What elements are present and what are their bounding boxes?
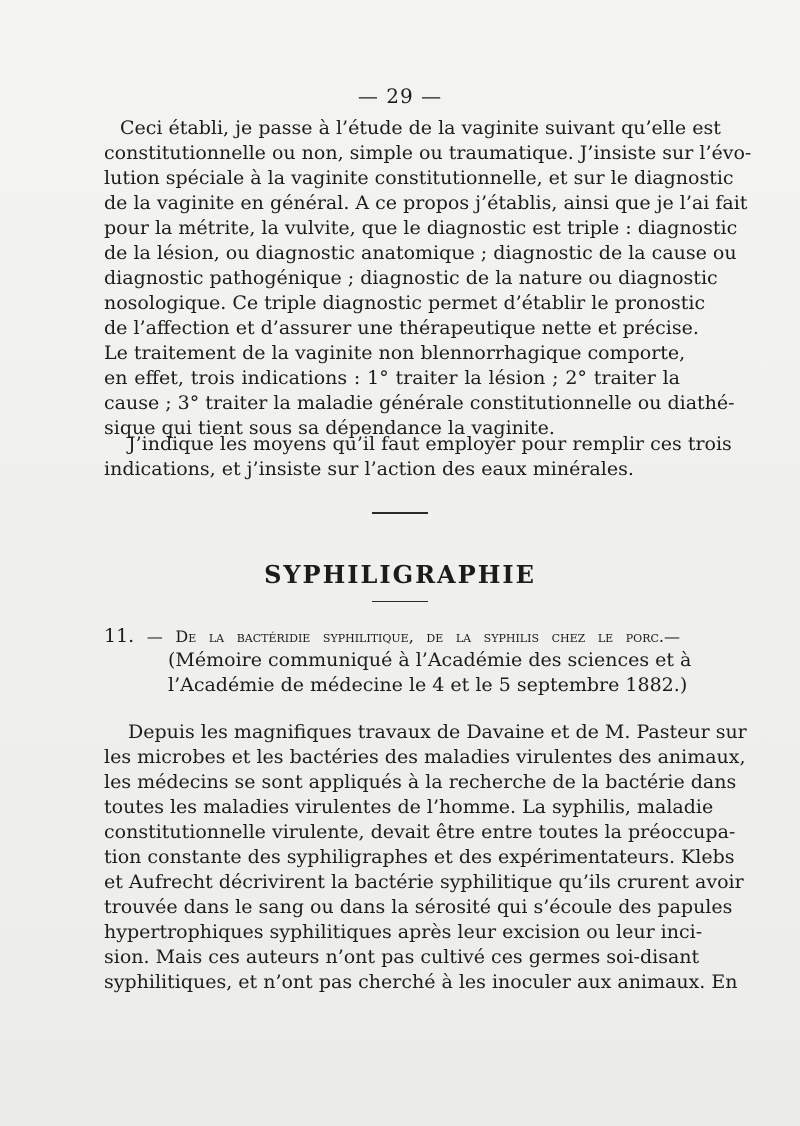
text-line: pour la métrite, la vulvite, que le diagnostic est triple : diagnostic xyxy=(104,217,738,239)
paragraph-indications xyxy=(104,432,732,482)
text-line: de la vaginite en général. A ce propos j’établis, ainsi que je l’ai fait xyxy=(104,192,748,214)
text-line: en effet, trois indications : 1° traiter la lésion ; 2° traiter la xyxy=(104,367,680,389)
text-line: diagnostic pathogénique ; diagnostic de la nature ou diagnostic xyxy=(104,267,718,289)
text-line: (Mémoire communiqué à l’Académie des sciences et à xyxy=(168,649,692,671)
text-line: lution spéciale à la vaginite constitutionnelle, et sur le diagnostic xyxy=(104,167,734,189)
text-line: sique qui tient sous sa dépendance la vaginite. xyxy=(104,417,555,439)
text-line: les médecins se sont appliqués à la recherche de la bactérie dans xyxy=(104,771,737,793)
text-line: les microbes et les bactéries des maladies virulentes des animaux, xyxy=(104,746,746,768)
text-line: constitutionnelle virulente, devait être entre toutes la préoccupa- xyxy=(104,821,736,843)
text-line: sion. Mais ces auteurs n’ont pas cultivé ces germes soi-disant xyxy=(104,946,700,968)
item-title-line xyxy=(104,624,680,649)
memo-citation xyxy=(168,648,692,698)
text-line: et Aufrecht décrivirent la bactérie syphilitique qu’ils crurent avoir xyxy=(104,871,744,893)
separator-rule xyxy=(372,512,428,514)
text-line: de l’affection et d’assurer une thérapeutique nette et précise. xyxy=(104,317,699,339)
text-line: constitutionnelle ou non, simple ou traumatique. J’insiste sur l’évo- xyxy=(104,142,752,164)
text-line: nosologique. Ce triple diagnostic permet d’établir le pronostic xyxy=(104,292,706,314)
item-title: — De la bactéridie syphilitique, de la syphilis chez le porc.— xyxy=(146,627,680,646)
page-number: — 29 — xyxy=(357,84,443,108)
text-line: de la lésion, ou diagnostic anatomique ; diagnostic de la cause ou xyxy=(104,242,737,264)
heading-underline xyxy=(372,601,428,602)
text-line: syphilitiques, et n’ont pas cherché à les inoculer aux animaux. En xyxy=(104,971,738,993)
section-heading: SYPHILIGRAPHIE xyxy=(264,560,536,589)
text-line: Ceci établi, je passe à l’étude de la vaginite suivant qu’elle est xyxy=(120,117,721,139)
item-number: 11. xyxy=(104,625,135,647)
text-line: toutes les maladies virulentes de l’homme. La syphilis, maladie xyxy=(104,796,714,818)
text-line: tion constante des syphiligraphes et des expérimentateurs. Klebs xyxy=(104,846,735,868)
text-line: trouvée dans le sang ou dans la sérosité qui s’écoule des papules xyxy=(104,896,733,918)
paragraph-bacterie xyxy=(104,720,747,995)
paragraph-vaginite xyxy=(104,116,752,441)
text-line: hypertrophiques syphilitiques après leur excision ou leur inci- xyxy=(104,921,703,943)
text-line: indications, et j’insiste sur l’action des eaux minérales. xyxy=(104,458,634,480)
text-line: Depuis les magnifiques travaux de Davaine et de M. Pasteur sur xyxy=(128,721,747,743)
text-line: J’indique les moyens qu’il faut employer pour remplir ces trois xyxy=(128,433,732,455)
text-line: l’Académie de médecine le 4 et le 5 septembre 1882.) xyxy=(168,674,688,696)
text-line: Le traitement de la vaginite non blennorrhagique comporte, xyxy=(104,342,686,364)
text-line: cause ; 3° traiter la maladie générale constitutionnelle ou diathé- xyxy=(104,392,735,414)
